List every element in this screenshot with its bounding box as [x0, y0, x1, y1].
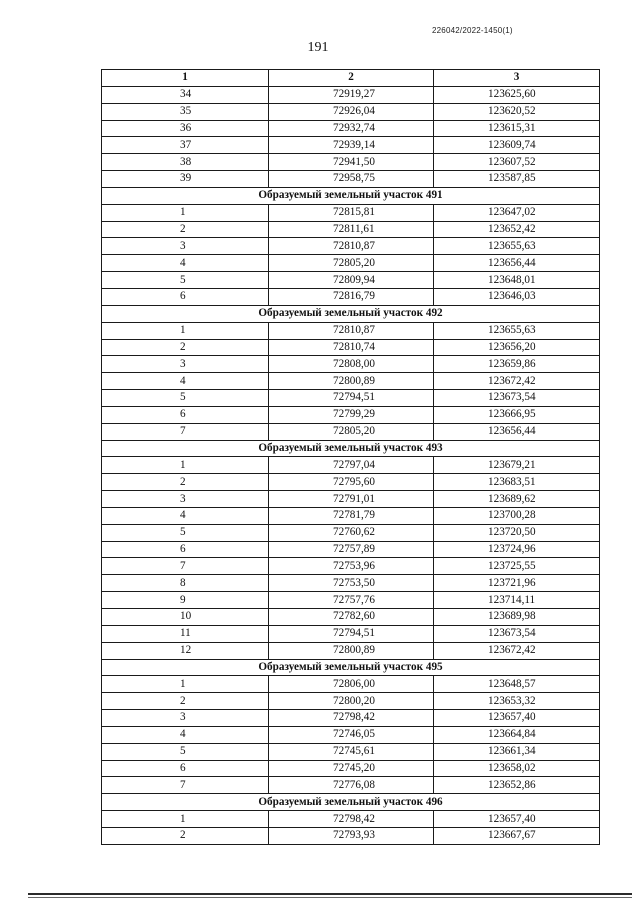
- table-row: [102, 491, 600, 508]
- point-number-cell: 1: [102, 457, 269, 474]
- y-coordinate-cell: 123653,32: [434, 693, 600, 710]
- table-row: [102, 507, 600, 524]
- table-row: [102, 811, 600, 828]
- section-header-row: [102, 794, 600, 811]
- x-coordinate-cell: 72745,20: [269, 760, 434, 777]
- point-number-cell: 1: [102, 204, 269, 221]
- table-row: [102, 339, 600, 356]
- point-number-cell: 2: [102, 827, 269, 844]
- point-number-cell: 4: [102, 373, 269, 390]
- x-coordinate-cell: 72797,04: [269, 457, 434, 474]
- point-number-cell: 3: [102, 710, 269, 727]
- x-coordinate-cell: 72939,14: [269, 137, 434, 154]
- document-id: 226042/2022-1450(1): [432, 26, 513, 35]
- x-coordinate-cell: 72810,87: [269, 238, 434, 255]
- point-number-cell: 5: [102, 524, 269, 541]
- table-row: [102, 86, 600, 103]
- point-number-cell: 7: [102, 777, 269, 794]
- y-coordinate-cell: 123714,11: [434, 592, 600, 609]
- point-number-cell: 4: [102, 255, 269, 272]
- x-coordinate-cell: 72932,74: [269, 120, 434, 137]
- y-coordinate-cell: 123646,03: [434, 288, 600, 305]
- table-row: [102, 625, 600, 642]
- y-coordinate-cell: 123615,31: [434, 120, 600, 137]
- y-coordinate-cell: 123672,42: [434, 642, 600, 659]
- table-row: [102, 541, 600, 558]
- x-coordinate-cell: 72800,89: [269, 373, 434, 390]
- table-row: [102, 373, 600, 390]
- y-coordinate-cell: 123673,54: [434, 390, 600, 407]
- table-row: [102, 288, 600, 305]
- x-coordinate-cell: 72745,61: [269, 743, 434, 760]
- point-number-cell: 5: [102, 743, 269, 760]
- point-number-cell: 4: [102, 726, 269, 743]
- y-coordinate-cell: 123620,52: [434, 103, 600, 120]
- table-row: [102, 777, 600, 794]
- x-coordinate-cell: 72757,76: [269, 592, 434, 609]
- table-row: [102, 137, 600, 154]
- y-coordinate-cell: 123667,67: [434, 827, 600, 844]
- section-header-row: [102, 305, 600, 322]
- x-coordinate-cell: 72798,42: [269, 710, 434, 727]
- table-row: [102, 238, 600, 255]
- x-coordinate-cell: 72941,50: [269, 154, 434, 171]
- y-coordinate-cell: 123658,02: [434, 760, 600, 777]
- table-row: [102, 474, 600, 491]
- y-coordinate-cell: 123648,57: [434, 676, 600, 693]
- y-coordinate-cell: 123666,95: [434, 406, 600, 423]
- section-title: Образуемый земельный участок 496: [102, 794, 600, 811]
- section-header-row: [102, 440, 600, 457]
- x-coordinate-cell: 72808,00: [269, 356, 434, 373]
- y-coordinate-cell: 123655,63: [434, 238, 600, 255]
- table-row: [102, 592, 600, 609]
- x-coordinate-cell: 72800,89: [269, 642, 434, 659]
- table-row: [102, 103, 600, 120]
- x-coordinate-cell: 72811,61: [269, 221, 434, 238]
- y-coordinate-cell: 123607,52: [434, 154, 600, 171]
- y-coordinate-cell: 123700,28: [434, 507, 600, 524]
- x-coordinate-cell: 72793,93: [269, 827, 434, 844]
- table-row: [102, 693, 600, 710]
- section-header-row: [102, 659, 600, 676]
- point-number-cell: 34: [102, 86, 269, 103]
- table-row: [102, 743, 600, 760]
- point-number-cell: 6: [102, 288, 269, 305]
- table-row: [102, 676, 600, 693]
- table-row: [102, 558, 600, 575]
- point-number-cell: 37: [102, 137, 269, 154]
- column-header: 2: [269, 70, 434, 87]
- table-row: [102, 642, 600, 659]
- point-number-cell: 3: [102, 491, 269, 508]
- x-coordinate-cell: 72958,75: [269, 171, 434, 188]
- x-coordinate-cell: 72816,79: [269, 288, 434, 305]
- y-coordinate-cell: 123664,84: [434, 726, 600, 743]
- point-number-cell: 2: [102, 339, 269, 356]
- x-coordinate-cell: 72810,87: [269, 322, 434, 339]
- scan-edge-line: [28, 893, 632, 895]
- table-row: [102, 120, 600, 137]
- x-coordinate-cell: 72805,20: [269, 423, 434, 440]
- table-row: [102, 390, 600, 407]
- y-coordinate-cell: 123672,42: [434, 373, 600, 390]
- y-coordinate-cell: 123673,54: [434, 625, 600, 642]
- x-coordinate-cell: 72781,79: [269, 507, 434, 524]
- point-number-cell: 10: [102, 609, 269, 626]
- point-number-cell: 5: [102, 272, 269, 289]
- x-coordinate-cell: 72791,01: [269, 491, 434, 508]
- y-coordinate-cell: 123724,96: [434, 541, 600, 558]
- table-row: [102, 255, 600, 272]
- x-coordinate-cell: 72753,50: [269, 575, 434, 592]
- point-number-cell: 5: [102, 390, 269, 407]
- point-number-cell: 4: [102, 507, 269, 524]
- point-number-cell: 3: [102, 238, 269, 255]
- y-coordinate-cell: 123720,50: [434, 524, 600, 541]
- table-row: [102, 171, 600, 188]
- section-title: Образуемый земельный участок 492: [102, 305, 600, 322]
- table-header-row: [102, 70, 600, 87]
- point-number-cell: 2: [102, 693, 269, 710]
- x-coordinate-cell: 72795,60: [269, 474, 434, 491]
- y-coordinate-cell: 123652,86: [434, 777, 600, 794]
- table-body: [102, 86, 600, 844]
- table-row: [102, 609, 600, 626]
- point-number-cell: 12: [102, 642, 269, 659]
- point-number-cell: 1: [102, 676, 269, 693]
- y-coordinate-cell: 123683,51: [434, 474, 600, 491]
- x-coordinate-cell: 72919,27: [269, 86, 434, 103]
- coordinates-table: [101, 69, 600, 845]
- table-row: [102, 272, 600, 289]
- table-row: [102, 423, 600, 440]
- x-coordinate-cell: 72794,51: [269, 625, 434, 642]
- point-number-cell: 8: [102, 575, 269, 592]
- x-coordinate-cell: 72800,20: [269, 693, 434, 710]
- y-coordinate-cell: 123656,20: [434, 339, 600, 356]
- point-number-cell: 3: [102, 356, 269, 373]
- section-title: Образуемый земельный участок 493: [102, 440, 600, 457]
- point-number-cell: 39: [102, 171, 269, 188]
- y-coordinate-cell: 123656,44: [434, 255, 600, 272]
- point-number-cell: 1: [102, 322, 269, 339]
- y-coordinate-cell: 123656,44: [434, 423, 600, 440]
- point-number-cell: 1: [102, 811, 269, 828]
- point-number-cell: 38: [102, 154, 269, 171]
- x-coordinate-cell: 72760,62: [269, 524, 434, 541]
- table-row: [102, 726, 600, 743]
- point-number-cell: 2: [102, 474, 269, 491]
- table-row: [102, 154, 600, 171]
- x-coordinate-cell: 72815,81: [269, 204, 434, 221]
- table-row: [102, 457, 600, 474]
- y-coordinate-cell: 123652,42: [434, 221, 600, 238]
- table-row: [102, 827, 600, 844]
- x-coordinate-cell: 72798,42: [269, 811, 434, 828]
- x-coordinate-cell: 72757,89: [269, 541, 434, 558]
- y-coordinate-cell: 123657,40: [434, 710, 600, 727]
- x-coordinate-cell: 72794,51: [269, 390, 434, 407]
- y-coordinate-cell: 123648,01: [434, 272, 600, 289]
- y-coordinate-cell: 123661,34: [434, 743, 600, 760]
- y-coordinate-cell: 123659,86: [434, 356, 600, 373]
- table-row: [102, 221, 600, 238]
- point-number-cell: 7: [102, 558, 269, 575]
- x-coordinate-cell: 72753,96: [269, 558, 434, 575]
- page-number: [0, 40, 640, 56]
- y-coordinate-cell: 123657,40: [434, 811, 600, 828]
- scan-edge-line-thin: [28, 897, 632, 898]
- y-coordinate-cell: 123625,60: [434, 86, 600, 103]
- point-number-cell: 6: [102, 760, 269, 777]
- y-coordinate-cell: 123725,55: [434, 558, 600, 575]
- page-number-text: 191: [307, 40, 329, 55]
- y-coordinate-cell: 123679,21: [434, 457, 600, 474]
- x-coordinate-cell: 72799,29: [269, 406, 434, 423]
- x-coordinate-cell: 72926,04: [269, 103, 434, 120]
- y-coordinate-cell: 123689,62: [434, 491, 600, 508]
- section-title: Образуемый земельный участок 491: [102, 187, 600, 204]
- y-coordinate-cell: 123587,85: [434, 171, 600, 188]
- y-coordinate-cell: 123689,98: [434, 609, 600, 626]
- table-row: [102, 710, 600, 727]
- table-row: [102, 406, 600, 423]
- section-title: Образуемый земельный участок 495: [102, 659, 600, 676]
- point-number-cell: 6: [102, 406, 269, 423]
- table-row: [102, 575, 600, 592]
- table-row: [102, 356, 600, 373]
- y-coordinate-cell: 123721,96: [434, 575, 600, 592]
- column-header: 3: [434, 70, 600, 87]
- y-coordinate-cell: 123647,02: [434, 204, 600, 221]
- x-coordinate-cell: 72746,05: [269, 726, 434, 743]
- point-number-cell: 6: [102, 541, 269, 558]
- table-row: [102, 322, 600, 339]
- table-row: [102, 760, 600, 777]
- x-coordinate-cell: 72805,20: [269, 255, 434, 272]
- x-coordinate-cell: 72810,74: [269, 339, 434, 356]
- x-coordinate-cell: 72776,08: [269, 777, 434, 794]
- y-coordinate-cell: 123655,63: [434, 322, 600, 339]
- y-coordinate-cell: 123609,74: [434, 137, 600, 154]
- point-number-cell: 9: [102, 592, 269, 609]
- table-row: [102, 204, 600, 221]
- section-header-row: [102, 187, 600, 204]
- x-coordinate-cell: 72782,60: [269, 609, 434, 626]
- point-number-cell: 36: [102, 120, 269, 137]
- point-number-cell: 11: [102, 625, 269, 642]
- point-number-cell: 2: [102, 221, 269, 238]
- point-number-cell: 7: [102, 423, 269, 440]
- x-coordinate-cell: 72809,94: [269, 272, 434, 289]
- table-row: [102, 524, 600, 541]
- x-coordinate-cell: 72806,00: [269, 676, 434, 693]
- column-header: 1: [102, 70, 269, 87]
- point-number-cell: 35: [102, 103, 269, 120]
